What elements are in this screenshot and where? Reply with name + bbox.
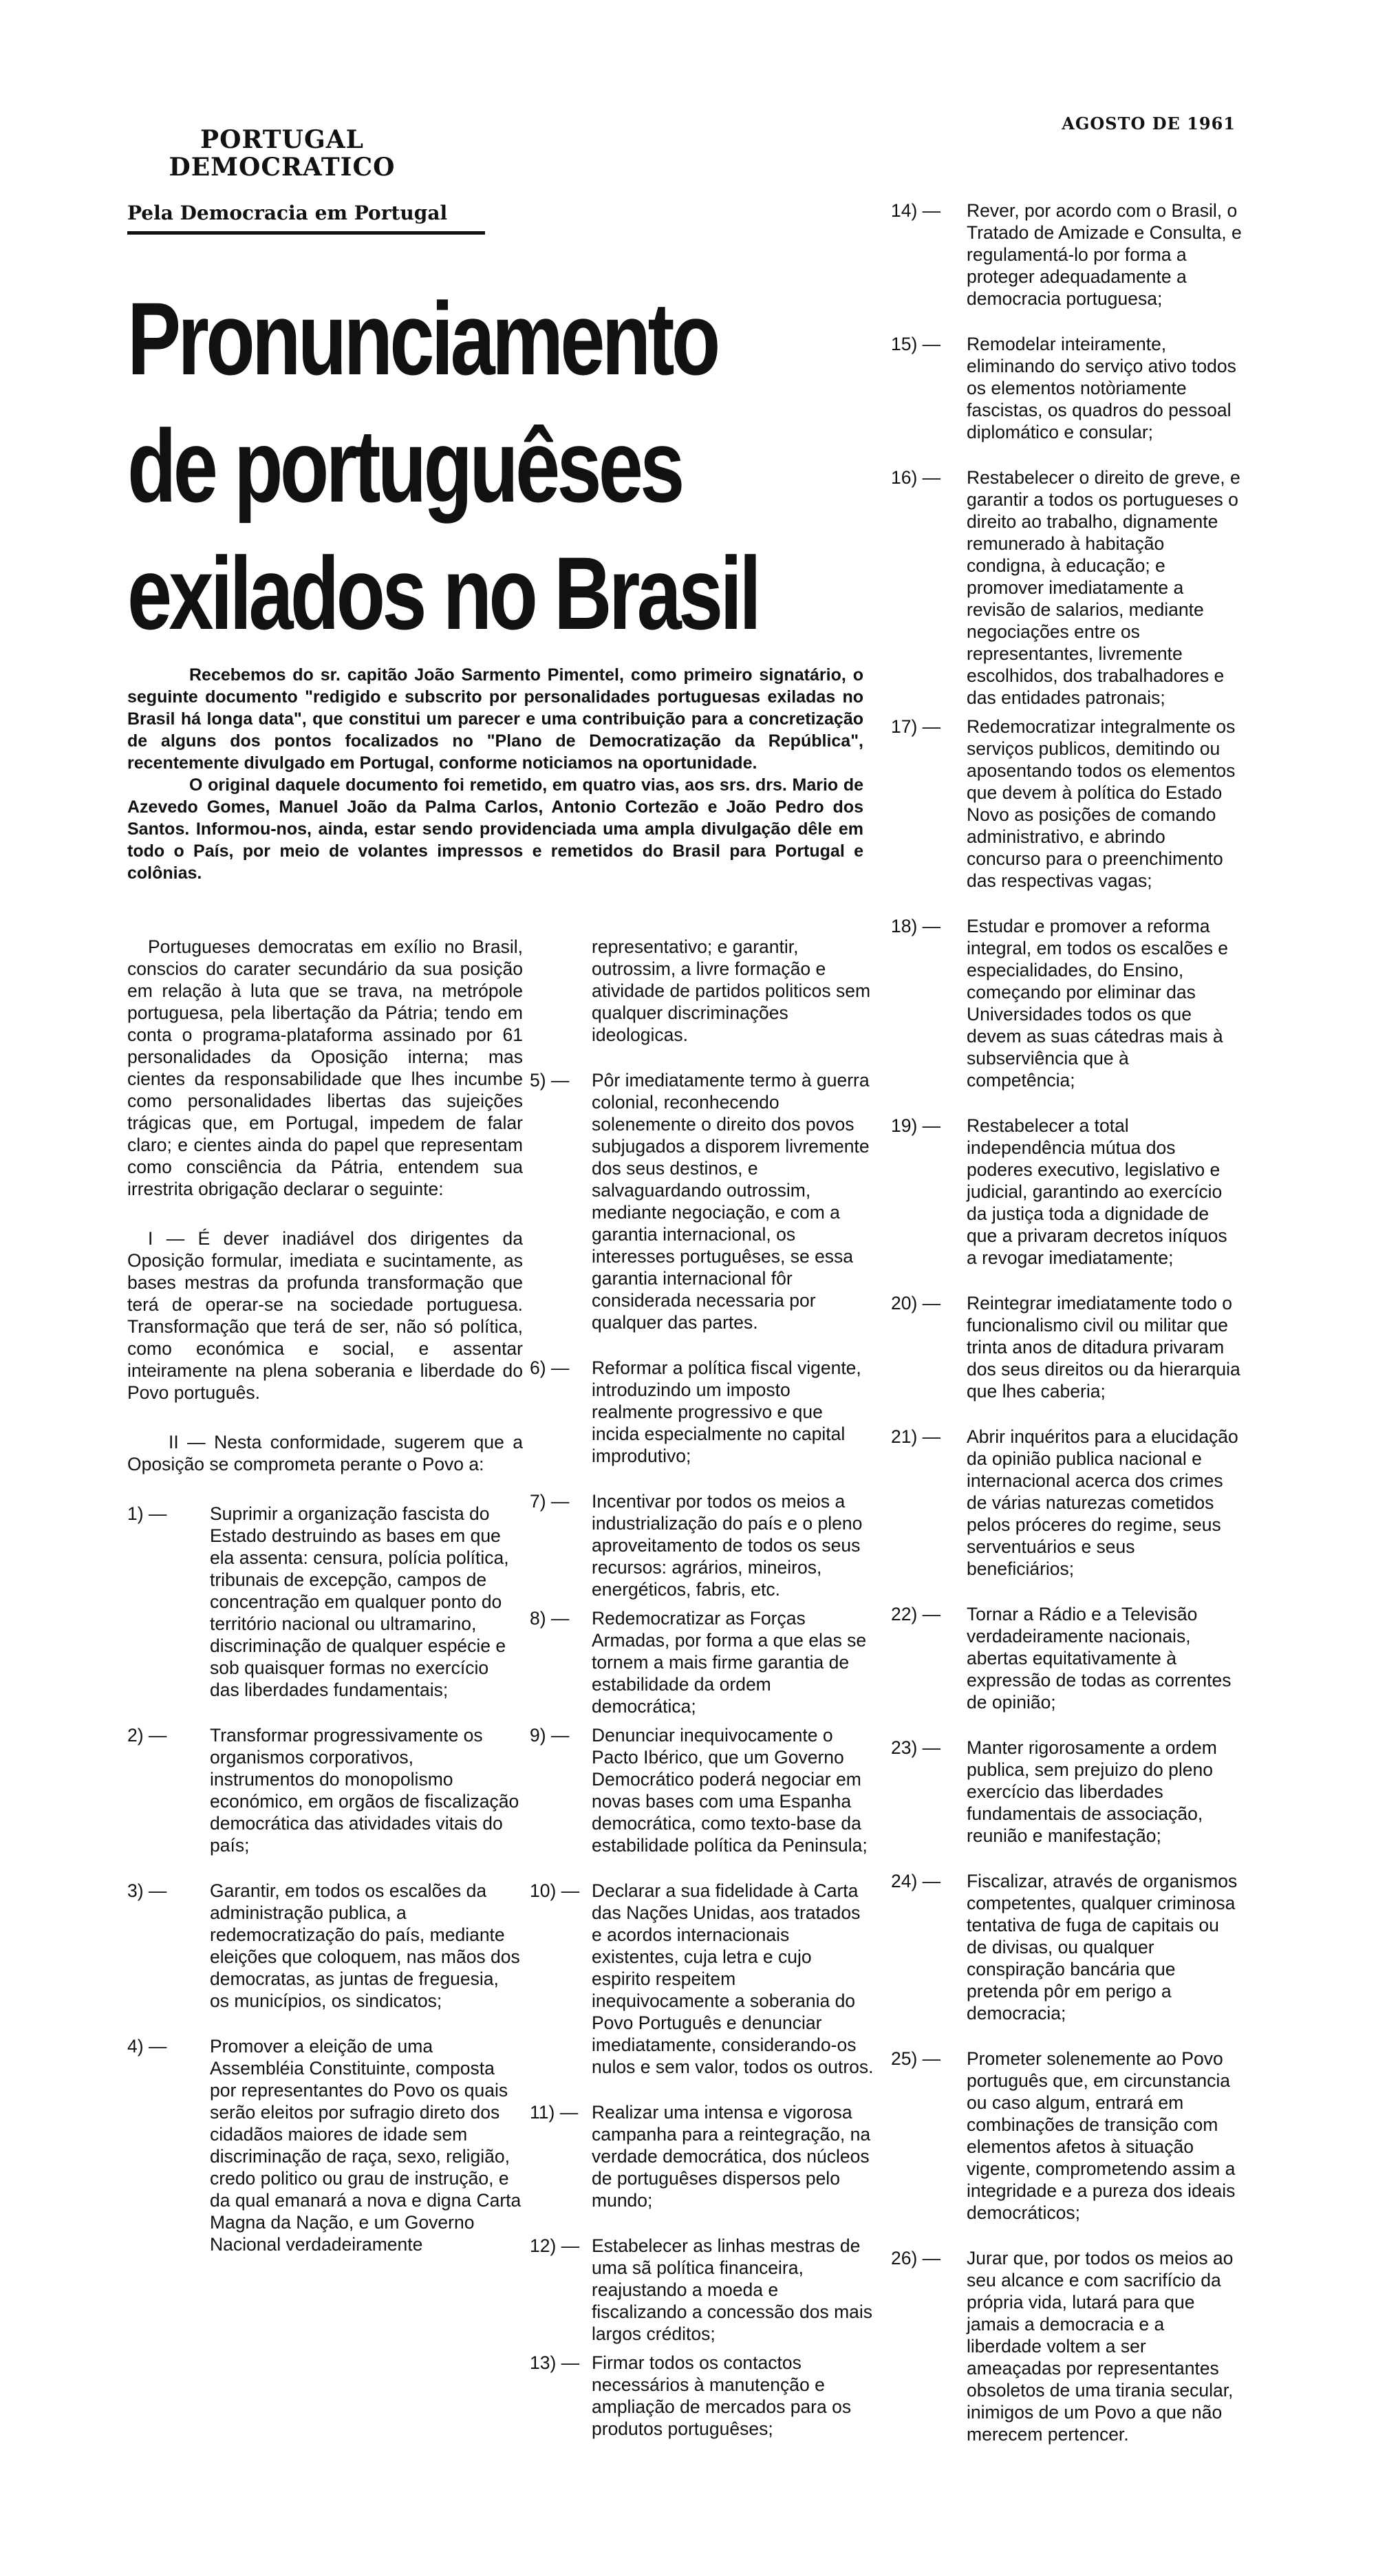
item-text: Manter rigorosamente a ordem publica, sem prejuizo do pleno exercício das liberdades fundamentais de associação, reunião e manifestação; <box>967 1737 1217 1846</box>
item-text: Garantir, em todos os escalões da administração publica, a redemocratização do país, mediante eleições que coloquem, nas mãos dos democratas, as juntas de freguesia, os municípios, os sindicatos; <box>210 1880 520 2011</box>
publication-name: PORTUGAL DEMOCRATICO <box>169 125 396 182</box>
list-item <box>891 1870 1242 2024</box>
item-number: 9) — <box>530 1725 570 1746</box>
item-continuation: representativo; e garantir, outrossim, a livre formação e atividade de partidos politicos sem qualquer discriminações ideologicas. <box>592 936 871 1045</box>
item-text: Jurar que, por todos os meios ao seu alcance e com sacrifício da própria vida, lutará para que jamais a democracia e a liberdade voltem a ser ameaçadas por representantes obsoletos de uma tirania secular, inimigos de um Povo a que não merecem pertencer. <box>967 2248 1234 2445</box>
list-item <box>891 466 1242 709</box>
item-number: 10) — <box>530 1880 580 1901</box>
body-paragraph: I — É dever inadiável dos dirigentes da Oposição formular, imediata e sucintamente, as bases mestras da profunda transformação que terá de operar-se na sociedade portuguesa. Transformação que terá de ser, não só política, como económica e social, e assentar inteiramente na plena soberania e liberdade do Povo português. <box>127 1228 523 1403</box>
item-text: Declarar a sua fidelidade à Carta das Nações Unidas, aos tratados e acordos internacionais existentes, cuja letra e cujo espirito respeitem inequivocamente a soberania do Povo Português e denunciar imediatamente, considerando-os nulos e sem valor, todos os outros. <box>592 1880 874 2077</box>
item-number: 20) — <box>891 1293 941 1313</box>
item-number: 7) — <box>530 1491 570 1512</box>
item-number: 23) — <box>891 1737 941 1758</box>
body-column-2 <box>530 936 874 2447</box>
item-text: Tornar a Rádio e a Televisão verdadeiramente nacionais, abertas equitativamente à expressão de todas as correntes de opinião; <box>967 1604 1232 1713</box>
issue-date: AGOSTO DE 1961 <box>1062 114 1236 133</box>
item-text: Denunciar inequivocamente o Pacto Ibérico, que um Governo Democrático poderá negociar em novas bases com uma Espanha democrática, como texto-base da estabilidade política da Peninsula; <box>592 1725 868 1856</box>
item-number: 14) — <box>891 200 941 221</box>
list-item <box>891 2048 1242 2224</box>
item-number: 25) — <box>891 2048 941 2069</box>
list-item <box>530 1357 874 1467</box>
item-text: Promover a eleição de uma Assembléia Constituinte, composta por representantes do Povo os quais serão eleitos por sufragio direto dos cidadãos maiores de idade sem discriminação de raça, sexo, religião, credo politico ou grau de instrução, e da qual emanará a nova e digna Carta Magna da Nação, e um Governo Nacional verdadeiramente <box>210 2036 522 2255</box>
item-number: 6) — <box>530 1357 570 1378</box>
headline-line: Pronunciamento <box>127 281 718 396</box>
article-headline <box>127 275 759 657</box>
article-intro <box>127 664 863 884</box>
item-number: 26) — <box>891 2248 941 2268</box>
item-text: Pôr imediatamente termo à guerra colonial, reconhecendo solenemente o direito dos povos subjugados a disporem livremente dos seus destinos, e salvaguardando outrossim, mediante negociação, e com a garantia internacional, os interesses portuguêses, se essa garantia internacional fôr considerada necessaria por qualquer das partes. <box>592 1070 870 1333</box>
item-text: Abrir inquéritos para a elucidação da opinião publica nacional e internacional acerca dos crimes de várias naturezas cometidos pelos próceres do regime, seus serventuários e seus beneficiários; <box>967 1426 1238 1579</box>
list-item <box>127 1724 523 1856</box>
item-text: Remodelar inteiramente, eliminando do serviço ativo todos os elementos notòriamente fascistas, os quadros do pessoal diplomático e consular; <box>967 334 1236 442</box>
list-item <box>530 2101 874 2211</box>
list-item <box>891 2247 1242 2445</box>
item-text: Realizar uma intensa e vigorosa campanha para a reintegração, na verdade democrática, dos núcleos de portuguêses dispersos pelo mundo; <box>592 2102 871 2211</box>
item-number: 17) — <box>891 716 941 737</box>
list-item <box>127 1880 523 2012</box>
list-item <box>530 2352 874 2440</box>
intro-paragraph: Recebemos do sr. capitão João Sarmento Pimentel, como primeiro signatário, o seguinte documento "redigido e subscrito por personalidades portuguesas exiladas no Brasil há longa data", que constitui um parecer e uma contribuição para a concretização de alguns dos pontos focalizados no "Plano de Democratização da República", recentemente divulgado em Portugal, conforme noticiamos na oportunidade. <box>127 665 863 773</box>
list-item <box>530 2235 874 2345</box>
item-number: 5) — <box>530 1070 570 1091</box>
item-number: 15) — <box>891 334 941 354</box>
item-number: 11) — <box>530 2102 579 2123</box>
item-number: 3) — <box>127 1880 167 1901</box>
item-number: 16) — <box>891 467 941 488</box>
list-item <box>530 1724 874 1856</box>
item-number: 2) — <box>127 1725 167 1746</box>
item-text: Transformar progressivamente os organismos corporativos, instrumentos do monopolismo económico, em orgãos de fiscalização democrática das atividades vitais do país; <box>210 1725 519 1856</box>
list-item <box>891 1292 1242 1402</box>
item-number: 21) — <box>891 1426 941 1447</box>
item-number: 13) — <box>530 2352 580 2373</box>
list-item <box>891 915 1242 1091</box>
item-text: Firmar todos os contactos necessários à manutenção e ampliação de mercados para os produtos portuguêses; <box>592 2352 852 2439</box>
item-text: Rever, por acordo com o Brasil, o Tratado de Amizade e Consulta, e regulamentá-lo por forma a proteger adequadamente a democracia portuguesa; <box>967 200 1242 309</box>
item-text: Reintegrar imediatamente todo o funcionalismo civil ou militar que trinta anos de ditadura privaram dos seus direitos ou da hierarquia que lhes caberia; <box>967 1293 1240 1402</box>
list-item <box>127 1503 523 1701</box>
item-number: 18) — <box>891 916 941 936</box>
headline-line: de portuguêses <box>127 408 682 524</box>
list-item <box>891 1115 1242 1269</box>
item-text: Estudar e promover a reforma integral, em todos os escalões e especialidades, do Ensino, começando por eliminar das Universidades todos os que devem as suas cátedras mais à subserviência que à competência; <box>967 916 1229 1091</box>
item-text: Reformar a política fiscal vigente, introduzindo um imposto realmente progressivo e que incida especialmente no capital improdutivo; <box>592 1357 861 1466</box>
list-item <box>127 2035 523 2255</box>
item-text: Prometer solenemente ao Povo português que, em circunstancia ou caso algum, entrará em combinações de transição com elementos afetos à situação vigente, comprometendo assim a integridade e a pureza dos ideais democráticos; <box>967 2048 1236 2223</box>
list-item <box>891 200 1242 310</box>
item-number: 8) — <box>530 1608 570 1629</box>
item-text: Fiscalizar, através de organismos competentes, qualquer criminosa tentativa de fuga de capitais ou de divisas, ou qualquer conspiração bancária que pretenda pôr em perigo a democracia; <box>967 1871 1238 2024</box>
list-item <box>891 1737 1242 1847</box>
section-kicker: Pela Democracia em Portugal <box>127 200 485 235</box>
item-number: 12) — <box>530 2235 580 2256</box>
body-column-1 <box>127 936 523 2262</box>
item-number: 4) — <box>127 2036 167 2057</box>
item-number: 22) — <box>891 1604 941 1624</box>
list-item <box>891 1603 1242 1713</box>
list-item <box>891 333 1242 443</box>
list-item <box>530 1490 874 1600</box>
item-text: Incentivar por todos os meios a industrialização do país e o pleno aproveitamento de todos os seus recursos: agrários, mineiros, energéticos, fabris, etc. <box>592 1491 863 1600</box>
intro-paragraph: O original daquele documento foi remetido, em quatro vias, aos srs. drs. Mario de Azevedo Gomes, Manuel João da Palma Carlos, Antonio Cortezão e João Pedro dos Santos. Informou-nos, ainda, estar sendo providenciada uma ampla divulgação dêle em todo o País, por meio de volantes impressos e remetidos do Brasil para Portugal e colônias. <box>127 775 863 883</box>
list-item <box>530 1880 874 2078</box>
body-paragraph: II — Nesta conformidade, sugerem que a Oposição se comprometa perante o Povo a: <box>127 1432 523 1474</box>
body-paragraph: Portugueses democratas em exílio no Brasil, conscios do carater secundário da sua posição em relação à luta que se trava, na metrópole portuguesa, pela libertação da Pátria; tendo em conta o programa-plataforma assinado por 61 personalidades da Oposição interna; mas cientes da responsabilidade que lhes incumbe como personalidades libertas das sujeições trágicas que, em Portugal, impedem de falar claro; e cientes ainda do papel que representam como consciência da Pátria, entendem sua irrestrita obrigação declarar o seguinte: <box>127 936 523 1199</box>
item-number: 1) — <box>127 1503 167 1524</box>
list-item <box>891 1426 1242 1580</box>
item-text: Redemocratizar as Forças Armadas, por forma a que elas se tornem a mais firme garantia de estabilidade da ordem democrática; <box>592 1608 867 1717</box>
item-number: 19) — <box>891 1115 941 1136</box>
item-text: Redemocratizar integralmente os serviços publicos, demitindo ou aposentando todos os elementos que devem à política do Estado Novo as posições de comando administrativo, e abrindo concurso para o preenchimento das respectivas vagas; <box>967 716 1236 891</box>
item-text: Estabelecer as linhas mestras de uma sã política financeira, reajustando a moeda e fiscalizando a concessão dos mais largos créditos; <box>592 2235 873 2344</box>
list-item <box>891 716 1242 892</box>
list-item <box>530 1069 874 1333</box>
item-text: Restabelecer a total independência mútua dos poderes executivo, legislativo e judicial, garantindo ao exercício da justiça toda a dignidade de que a privaram decretos iníquos a revogar imediatamente; <box>967 1115 1227 1268</box>
item-number: 24) — <box>891 1871 941 1891</box>
headline-line: exilados no Brasil <box>127 535 759 651</box>
item-text: Restabelecer o direito de greve, e garantir a todos os portugueses o direito ao trabalho, dignamente remunerado à habitação condigna, à educação; e promover imediatamente a revisão de salarios, mediante negociações entre os representantes, livremente escolhidos, dos trabalhadores e das entidades patronais; <box>967 467 1240 708</box>
list-item <box>530 1607 874 1717</box>
body-column-3 <box>891 200 1242 2469</box>
item-text: Suprimir a organização fascista do Estado destruindo as bases em que ela assenta: censura, polícia política, tribunais de excepção, campos de concentração em qualquer ponto do território nacional ou ultramarino, discriminação de qualquer espécie e sob quaisquer formas no exercício das liberdades fundamentais; <box>210 1503 509 1700</box>
